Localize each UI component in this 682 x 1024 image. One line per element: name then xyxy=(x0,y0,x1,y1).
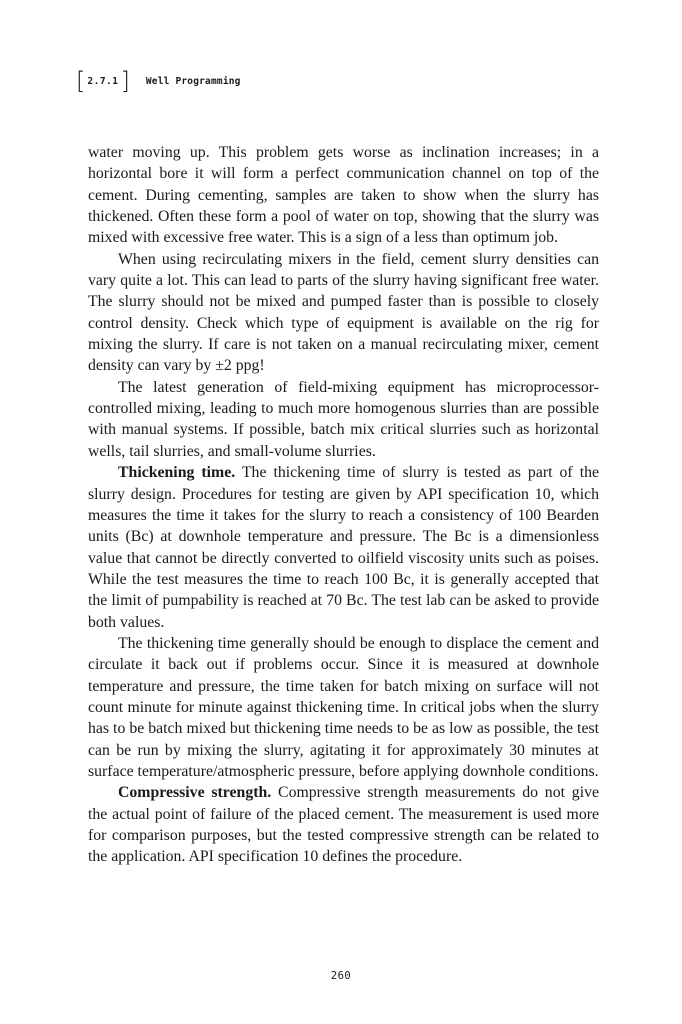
paragraph-3 xyxy=(88,377,599,462)
paragraph-5 xyxy=(88,633,599,782)
running-head xyxy=(76,66,241,96)
paragraph-2 xyxy=(88,249,599,377)
paragraph-4 xyxy=(88,462,599,633)
body-text xyxy=(88,142,599,868)
paragraph-3-text: The latest generation of field-mixing equipment has microprocessor-controlled mixing, leading to much more homogenous slurries than are possible with manual systems. If possible, batch mix critical slurries such as horizontal wells, tail slurries, and small-volume slurries. xyxy=(88,378,599,460)
paragraph-6 xyxy=(88,782,599,867)
paragraph-2-text: When using recirculating mixers in the field, cement slurry densities can vary quite a lot. This can lead to parts of the slurry having significant free water. The slurry should not be mixed and pumped faster than is possible to closely control density. Check which type of equipment is available on the rig for mixing the slurry. If care is not taken on a manual recirculating mixer, cement density can vary by ±2 ppg! xyxy=(88,250,599,375)
page-number: 260 xyxy=(330,970,352,982)
running-title: Well Programming xyxy=(145,75,241,87)
paragraph-6-text: Compressive strength measurements do not give the actual point of failure of the placed cement. The measurement is used more for comparison purposes, but the tested compressive strength can be related to the application. API specification 10 defines the procedure. xyxy=(88,784,599,866)
paragraph-4-text: The thickening time of slurry is tested as part of the slurry design. Procedures for testing are given by API specification 10, which measures the time it takes for the slurry to reach a consistency of 100 Bearden units (Bc) at downhole temperature and pressure. The Bc is a dimensionless value that cannot be directly converted to oilfield viscosity units such as poises. While the test measures the time to reach 100 Bc, it is generally accepted that the limit of pumpability is reached at 70 Bc. The test lab can be asked to provide both values. xyxy=(88,464,599,631)
thickening-time-heading: Thickening time. xyxy=(118,464,236,482)
open-bracket: [ xyxy=(76,67,86,95)
paragraph-1-text: water moving up. This problem gets worse as inclination increases; in a horizontal bore it will form a perfect communication channel on top of the cement. During cementing, samples are taken to show when the slurry has thickened. Often these form a pool of water on top, showing that the slurry was mixed with excessive free water. This is a sign of a less than optimum job. xyxy=(88,144,599,247)
section-number: 2.7.1 xyxy=(87,75,119,87)
close-bracket: ] xyxy=(120,67,130,95)
paragraph-1 xyxy=(88,142,599,249)
compressive-strength-heading: Compressive strength. xyxy=(118,784,272,802)
paragraph-5-text: The thickening time generally should be enough to displace the cement and circulate it back out if problems occur. Since it is measured at downhole temperature and pressure, the time taken for batch mixing on surface will not count minute for minute against thickening time. In critical jobs when the slurry has to be batch mixed but thickening time needs to be as low as possible, the test can be run by mixing the slurry, agitating it for approximately 30 minutes at surface temperature/atmospheric pressure, before applying downhole conditions. xyxy=(88,634,599,780)
